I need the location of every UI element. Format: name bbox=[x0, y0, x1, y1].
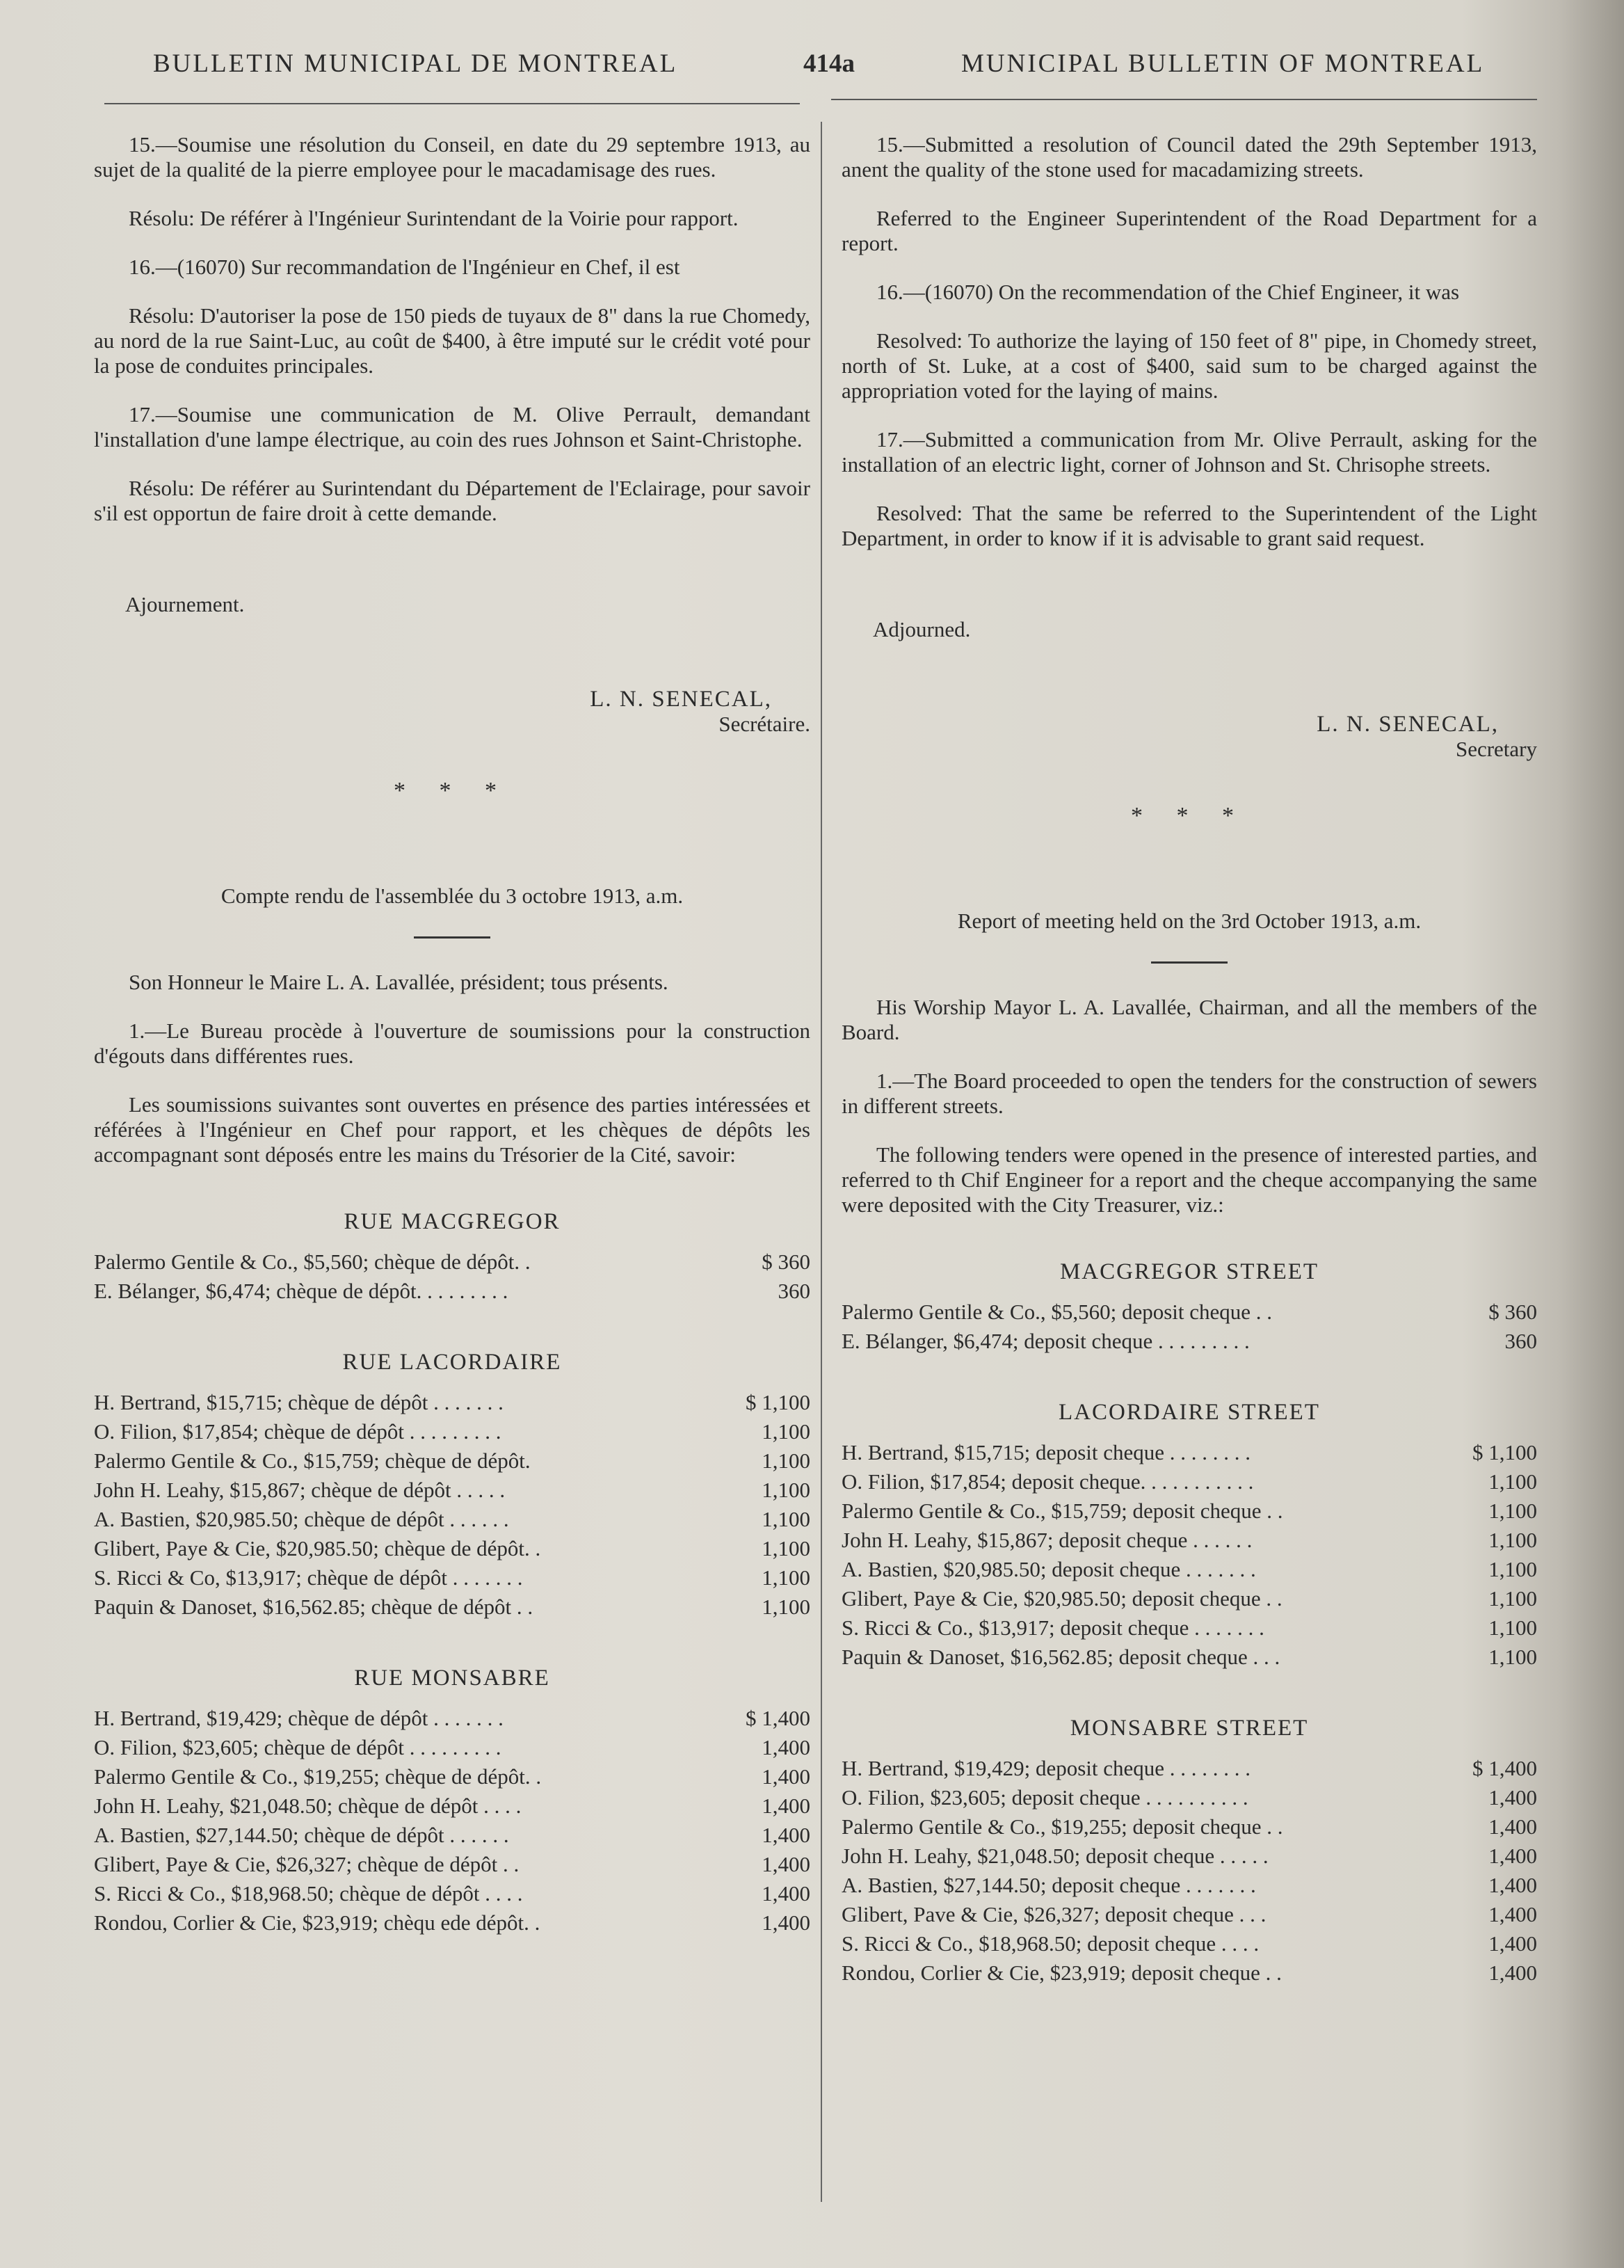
street-title: RUE MONSABRE bbox=[354, 1666, 550, 1691]
deposit-amount: 1,400 bbox=[1488, 1844, 1537, 1868]
tender-text: E. Bélanger, $6,474; chèque de dépôt. . . . . . . . . bbox=[94, 1279, 508, 1303]
tender-list bbox=[842, 1440, 1537, 1674]
page-number: 414a bbox=[803, 49, 855, 78]
tender-text: Glibert, Paye & Cie, $26,327; chèque de dépôt . . bbox=[94, 1852, 520, 1876]
resolution-15: Referred to the Engineer Superintendent of the Road Department for a report. bbox=[842, 206, 1537, 255]
tender-text: O. Filion, $23,605; deposit cheque . . . . . . . . . . bbox=[842, 1785, 1248, 1810]
tender-text: Glibert, Pave & Cie, $26,327; deposit cheque . . . bbox=[842, 1902, 1267, 1926]
tender-row bbox=[842, 1645, 1537, 1674]
title-rule bbox=[1151, 961, 1228, 964]
tender-row bbox=[842, 1440, 1537, 1469]
deposit-amount: 1,400 bbox=[1488, 1902, 1537, 1926]
deposit-amount: $ 360 bbox=[762, 1249, 810, 1274]
tender-text: Paquin & Danoset, $16,562.85; deposit cheque . . . bbox=[842, 1645, 1280, 1669]
tender-row bbox=[94, 1565, 810, 1595]
adjournment: Ajournement. bbox=[125, 592, 245, 616]
tender-text: H. Bertrand, $15,715; chèque de dépôt . . . . . . . bbox=[94, 1390, 504, 1414]
deposit-amount: 1,400 bbox=[762, 1910, 810, 1935]
tender-text: O. Filion, $23,605; chèque de dépôt . . . . . . . . . bbox=[94, 1735, 501, 1759]
deposit-amount: 1,400 bbox=[762, 1852, 810, 1876]
deposit-amount: 1,400 bbox=[1488, 1960, 1537, 1985]
item-15: 15.—Soumise une résolution du Conseil, en date du 29 septembre 1913, au sujet de la qualité de la pierre employee pour le macadamisage des rues. bbox=[94, 132, 810, 182]
tender-row bbox=[842, 1469, 1537, 1499]
tender-row bbox=[94, 1910, 810, 1940]
item-16: 16.—(16070) Sur recommandation de l'Ingénieur en Chef, il est bbox=[129, 255, 680, 279]
deposit-amount: $ 1,400 bbox=[1472, 1756, 1537, 1780]
deposit-amount: 1,100 bbox=[762, 1536, 810, 1560]
deposit-amount: 1,400 bbox=[762, 1735, 810, 1759]
tender-row bbox=[94, 1764, 810, 1794]
resolution-17: Resolved: That the same be referred to the Superintendent of the Light Department, in order to know if it is advisable to grant said request. bbox=[842, 501, 1537, 550]
tender-text: O. Filion, $17,854; deposit cheque. . . . . . . . . . . bbox=[842, 1469, 1254, 1494]
tender-text: S. Ricci & Co., $18,968.50; deposit cheque . . . . bbox=[842, 1931, 1260, 1956]
header-rule-left bbox=[104, 103, 800, 104]
tenders-intro: The following tenders were opened in the presence of interested parties, and referred to th Chif Engineer for a report and the cheque accompanying the same were deposited with the City Treasurer, viz.: bbox=[842, 1142, 1537, 1217]
deposit-amount: $ 1,100 bbox=[746, 1390, 810, 1414]
tender-list bbox=[842, 1756, 1537, 1990]
meeting-title: Report of meeting held on the 3rd October 1913, a.m. bbox=[957, 909, 1422, 933]
tender-list bbox=[94, 1249, 810, 1308]
attendance: Son Honneur le Maire L. A. Lavallée, président; tous présents. bbox=[129, 970, 668, 994]
tender-row bbox=[842, 1615, 1537, 1645]
deposit-amount: 360 bbox=[778, 1279, 810, 1303]
tender-row bbox=[842, 1960, 1537, 1990]
tender-text: A. Bastien, $20,985.50; deposit cheque . . . . . . . bbox=[842, 1557, 1256, 1581]
deposit-amount: 1,100 bbox=[762, 1507, 810, 1531]
tender-row bbox=[842, 1586, 1537, 1615]
item-1: 1.—The Board proceeded to open the tenders for the construction of sewers in different streets. bbox=[842, 1069, 1537, 1118]
item-15: 15.—Submitted a resolution of Council dated the 29th September 1913, anent the quality of the stone used for macadamizing streets. bbox=[842, 132, 1537, 182]
deposit-amount: $ 360 bbox=[1488, 1300, 1537, 1324]
tender-text: A. Bastien, $20,985.50; chèque de dépôt . . . . . . bbox=[94, 1507, 509, 1531]
street-section bbox=[94, 1209, 810, 1308]
tender-text: A. Bastien, $27,144.50; deposit cheque . . . . . . . bbox=[842, 1873, 1256, 1897]
tender-list bbox=[94, 1706, 810, 1940]
street-title: LACORDAIRE STREET bbox=[1059, 1400, 1320, 1425]
street-title: MONSABRE STREET bbox=[1070, 1716, 1309, 1741]
tender-text: Rondou, Corlier & Cie, $23,919; chèqu ede dépôt. . bbox=[94, 1910, 540, 1935]
tender-list bbox=[94, 1390, 810, 1624]
tender-row bbox=[842, 1528, 1537, 1557]
header-title-english: MUNICIPAL BULLETIN OF MONTREAL bbox=[961, 49, 1485, 78]
tender-text: H. Bertrand, $19,429; deposit cheque . . . . . . . . bbox=[842, 1756, 1251, 1780]
section-separator: * * * bbox=[1131, 803, 1248, 829]
item-17: 17.—Soumise une communication de M. Olive Perrault, demandant l'installation d'une lampe électrique, au coin des rues Johnson et Saint-Christophe. bbox=[94, 402, 810, 452]
resolution-16: Resolved: To authorize the laying of 150 feet of 8" pipe, in Chomedy street, north of St. Luke, at a cost of $400, said sum to be charged against the appropriation voted for the laying of mains. bbox=[842, 328, 1537, 403]
item-1: 1.—Le Bureau procède à l'ouverture de soumissions pour la construction d'égouts dans différentes rues. bbox=[94, 1019, 810, 1068]
tender-text: S. Ricci & Co., $13,917; deposit cheque . . . . . . . bbox=[842, 1615, 1264, 1640]
tender-text: A. Bastien, $27,144.50; chèque de dépôt . . . . . . bbox=[94, 1823, 509, 1847]
street-section bbox=[94, 1666, 810, 1940]
tender-row bbox=[94, 1279, 810, 1308]
french-column bbox=[94, 132, 810, 1940]
deposit-amount: 1,100 bbox=[1488, 1645, 1537, 1669]
tender-text: Rondou, Corlier & Cie, $23,919; deposit cheque . . bbox=[842, 1960, 1282, 1985]
tender-text: Palermo Gentile & Co., $15,759; chèque de dépôt. bbox=[94, 1448, 531, 1473]
tender-row bbox=[94, 1536, 810, 1565]
deposit-amount: 1,400 bbox=[1488, 1814, 1537, 1839]
tender-text: Paquin & Danoset, $16,562.85; chèque de dépôt . . bbox=[94, 1595, 533, 1619]
attendance: His Worship Mayor L. A. Lavallée, Chairman, and all the members of the Board. bbox=[842, 995, 1537, 1044]
english-column bbox=[842, 132, 1537, 1990]
tender-text: Palermo Gentile & Co., $19,255; deposit cheque . . bbox=[842, 1814, 1283, 1839]
column-divider bbox=[821, 122, 822, 2202]
tender-row bbox=[842, 1557, 1537, 1586]
signature-block bbox=[94, 687, 810, 737]
resolution-17: Résolu: De référer au Surintendant du Département de l'Eclairage, pour savoir s'il est opportun de faire droit à cette demande. bbox=[94, 476, 810, 525]
tender-row bbox=[94, 1881, 810, 1910]
deposit-amount: 360 bbox=[1504, 1329, 1537, 1353]
tender-row bbox=[842, 1844, 1537, 1873]
tender-row bbox=[94, 1595, 810, 1624]
adjournment: Adjourned. bbox=[873, 617, 971, 641]
tender-row bbox=[842, 1814, 1537, 1844]
tender-row bbox=[94, 1794, 810, 1823]
street-title: MACGREGOR STREET bbox=[1059, 1259, 1319, 1284]
tender-row bbox=[842, 1873, 1537, 1902]
tender-text: S. Ricci & Co, $13,917; chèque de dépôt . . . . . . . bbox=[94, 1565, 523, 1590]
street-section bbox=[842, 1716, 1537, 1990]
deposit-amount: 1,400 bbox=[762, 1764, 810, 1789]
tenders-intro: Les soumissions suivantes sont ouvertes en présence des parties intéressées et référées à l'Ingénieur en Chef pour rapport, et les chèques de dépôts les accompagnant sont déposés entre les mains du Trésorier de la Cité, savoir: bbox=[94, 1092, 810, 1167]
deposit-amount: 1,100 bbox=[762, 1419, 810, 1444]
signature-role: Secrétaire. bbox=[718, 712, 810, 736]
deposit-amount: 1,100 bbox=[1488, 1499, 1537, 1523]
deposit-amount: 1,100 bbox=[762, 1448, 810, 1473]
deposit-amount: $ 1,400 bbox=[746, 1706, 810, 1730]
deposit-amount: 1,100 bbox=[1488, 1586, 1537, 1611]
meeting-title: Compte rendu de l'assemblée du 3 octobre 1913, a.m. bbox=[220, 884, 684, 908]
street-section bbox=[842, 1400, 1537, 1674]
tender-text: Glibert, Paye & Cie, $20,985.50; chèque de dépôt. . bbox=[94, 1536, 541, 1560]
tender-text: John H. Leahy, $21,048.50; chèque de dépôt . . . . bbox=[94, 1794, 522, 1818]
signature-name: L. N. SENECAL, bbox=[1317, 712, 1499, 737]
tender-row bbox=[94, 1852, 810, 1881]
tender-text: John H. Leahy, $15,867; chèque de dépôt . . . . . bbox=[94, 1478, 506, 1502]
tender-row bbox=[842, 1329, 1537, 1358]
item-17: 17.—Submitted a communication from Mr. Olive Perrault, asking for the installation of an electric light, corner of Johnson and St. Chrisophe streets. bbox=[842, 427, 1537, 477]
deposit-amount: 1,400 bbox=[1488, 1873, 1537, 1897]
tender-text: Palermo Gentile & Co., $5,560; chèque de dépôt. . bbox=[94, 1249, 531, 1274]
tender-row bbox=[94, 1419, 810, 1448]
deposit-amount: 1,400 bbox=[1488, 1931, 1537, 1956]
tender-row bbox=[94, 1735, 810, 1764]
tender-row bbox=[94, 1448, 810, 1478]
tender-row bbox=[842, 1785, 1537, 1814]
deposit-amount: 1,400 bbox=[1488, 1785, 1537, 1810]
tender-list bbox=[842, 1300, 1537, 1358]
deposit-amount: 1,100 bbox=[762, 1478, 810, 1502]
tender-row bbox=[94, 1507, 810, 1536]
header-rule-right bbox=[831, 99, 1537, 100]
tender-row bbox=[94, 1478, 810, 1507]
item-16: 16.—(16070) On the recommendation of the Chief Engineer, it was bbox=[876, 280, 1460, 304]
tender-text: John H. Leahy, $15,867; deposit cheque . . . . . . bbox=[842, 1528, 1253, 1552]
tender-row bbox=[94, 1390, 810, 1419]
tender-text: S. Ricci & Co., $18,968.50; chèque de dépôt . . . . bbox=[94, 1881, 523, 1906]
signature-role: Secretary bbox=[1455, 737, 1537, 761]
section-separator: * * * bbox=[394, 778, 510, 804]
deposit-amount: 1,100 bbox=[1488, 1528, 1537, 1552]
signature-block bbox=[842, 712, 1537, 762]
title-rule bbox=[414, 936, 490, 939]
street-title: RUE LACORDAIRE bbox=[342, 1350, 562, 1375]
deposit-amount: 1,400 bbox=[762, 1823, 810, 1847]
signature-name: L. N. SENECAL, bbox=[590, 687, 772, 712]
tender-text: Palermo Gentile & Co., $19,255; chèque de dépôt. . bbox=[94, 1764, 542, 1789]
tender-row bbox=[94, 1706, 810, 1735]
deposit-amount: 1,100 bbox=[1488, 1469, 1537, 1494]
deposit-amount: 1,100 bbox=[762, 1595, 810, 1619]
tender-row bbox=[94, 1249, 810, 1279]
tender-text: E. Bélanger, $6,474; deposit cheque . . . . . . . . . bbox=[842, 1329, 1250, 1353]
tender-row bbox=[842, 1300, 1537, 1329]
tender-row bbox=[842, 1902, 1537, 1931]
deposit-amount: 1,100 bbox=[1488, 1615, 1537, 1640]
street-section bbox=[94, 1350, 810, 1624]
tender-text: Glibert, Paye & Cie, $20,985.50; deposit cheque . . bbox=[842, 1586, 1283, 1611]
tender-text: O. Filion, $17,854; chèque de dépôt . . . . . . . . . bbox=[94, 1419, 501, 1444]
tender-text: John H. Leahy, $21,048.50; deposit cheque . . . . . bbox=[842, 1844, 1269, 1868]
deposit-amount: 1,400 bbox=[762, 1794, 810, 1818]
tender-text: H. Bertrand, $15,715; deposit cheque . . . . . . . . bbox=[842, 1440, 1251, 1464]
street-title: RUE MACGREGOR bbox=[344, 1209, 561, 1234]
deposit-amount: 1,400 bbox=[762, 1881, 810, 1906]
resolution-16: Résolu: D'autoriser la pose de 150 pieds de tuyaux de 8" dans la rue Chomedy, au nord de la rue Saint-Luc, au coût de $400, à être imputé sur le crédit voté pour la pose de conduites principales. bbox=[94, 303, 810, 378]
tender-row bbox=[842, 1499, 1537, 1528]
street-section bbox=[842, 1259, 1537, 1358]
tender-row bbox=[842, 1756, 1537, 1785]
deposit-amount: 1,100 bbox=[762, 1565, 810, 1590]
tender-row bbox=[842, 1931, 1537, 1960]
resolution-15: Résolu: De référer à l'Ingénieur Surintendant de la Voirie pour rapport. bbox=[129, 206, 739, 230]
deposit-amount: 1,100 bbox=[1488, 1557, 1537, 1581]
page-header bbox=[0, 49, 1624, 90]
tender-text: H. Bertrand, $19,429; chèque de dépôt . . . . . . . bbox=[94, 1706, 504, 1730]
tender-text: Palermo Gentile & Co., $15,759; deposit cheque . . bbox=[842, 1499, 1283, 1523]
deposit-amount: $ 1,100 bbox=[1472, 1440, 1537, 1464]
tender-row bbox=[94, 1823, 810, 1852]
tender-text: Palermo Gentile & Co., $5,560; deposit cheque . . bbox=[842, 1300, 1273, 1324]
header-title-french: BULLETIN MUNICIPAL DE MONTREAL bbox=[153, 49, 678, 78]
